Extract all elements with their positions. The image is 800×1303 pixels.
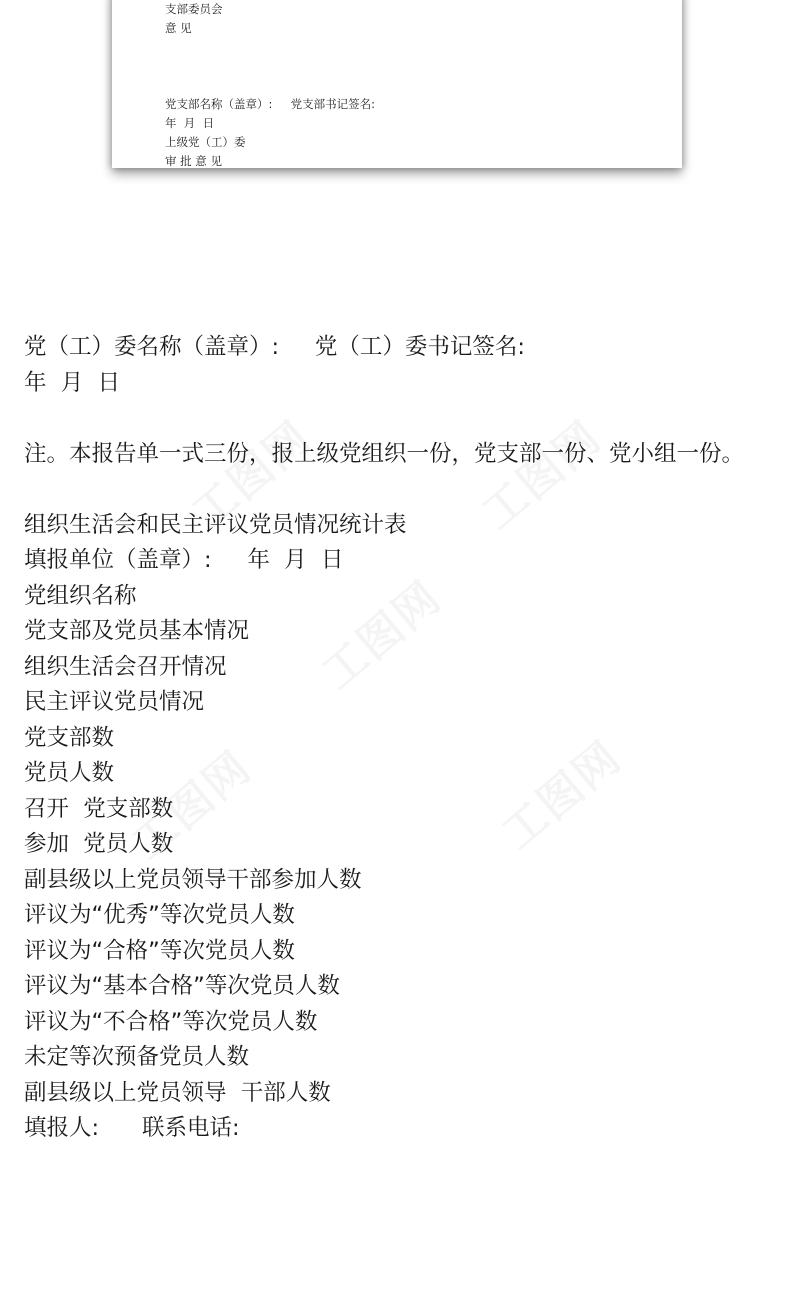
committee-name-signature-line: 党（工）委名称（盖章）: 党（工）委书记签名: <box>24 334 525 360</box>
card-line-date: 年 月 日 <box>165 116 215 130</box>
list-item: 评议为“基本合格”等次党员人数 <box>24 973 340 999</box>
list-item: 党支部及党员基本情况 <box>24 618 250 644</box>
note-line: 注。本报告单一式三份，报上级党组织一份，党支部一份、党小组一份。 <box>24 441 745 467</box>
date-line: 年 月 日 <box>24 370 121 396</box>
card-line-approval-opinion: 审 批 意 见 <box>165 154 222 168</box>
list-item: 参加 党员人数 <box>24 831 174 857</box>
watermark-logo <box>306 563 453 701</box>
table-title: 组织生活会和民主评议党员情况统计表 <box>24 512 407 538</box>
card-line-committee: 支部委员会 <box>165 2 223 16</box>
list-item: 评议为“合格”等次党员人数 <box>24 938 295 964</box>
list-item: 党支部数 <box>24 725 115 751</box>
list-item: 民主评议党员情况 <box>24 689 205 715</box>
watermark-logo <box>466 403 613 541</box>
list-item: 组织生活会召开情况 <box>24 654 227 680</box>
list-item: 召开 党支部数 <box>24 796 174 822</box>
list-item: 评议为“优秀”等次党员人数 <box>24 902 295 928</box>
list-item: 副县级以上党员领导干部参加人数 <box>24 867 362 893</box>
card-line-opinion: 意 见 <box>165 21 192 35</box>
list-item: 党组织名称 <box>24 583 137 609</box>
reporter-contact-line: 填报人: 联系电话: <box>24 1115 240 1141</box>
card-line-higher-committee: 上级党（工）委 <box>165 135 246 149</box>
card-line-branch-name-signature: 党支部名称（盖章）: 党支部书记签名: <box>165 97 376 111</box>
watermark-logo <box>486 723 633 861</box>
list-item: 未定等次预备党员人数 <box>24 1044 250 1070</box>
list-item: 党员人数 <box>24 760 115 786</box>
list-item: 评议为“不合格”等次党员人数 <box>24 1009 318 1035</box>
reporting-unit-line: 填报单位（盖章）: 年 月 日 <box>24 547 344 573</box>
document-page-preview <box>112 0 682 168</box>
list-item: 副县级以上党员领导 干部人数 <box>24 1080 331 1106</box>
